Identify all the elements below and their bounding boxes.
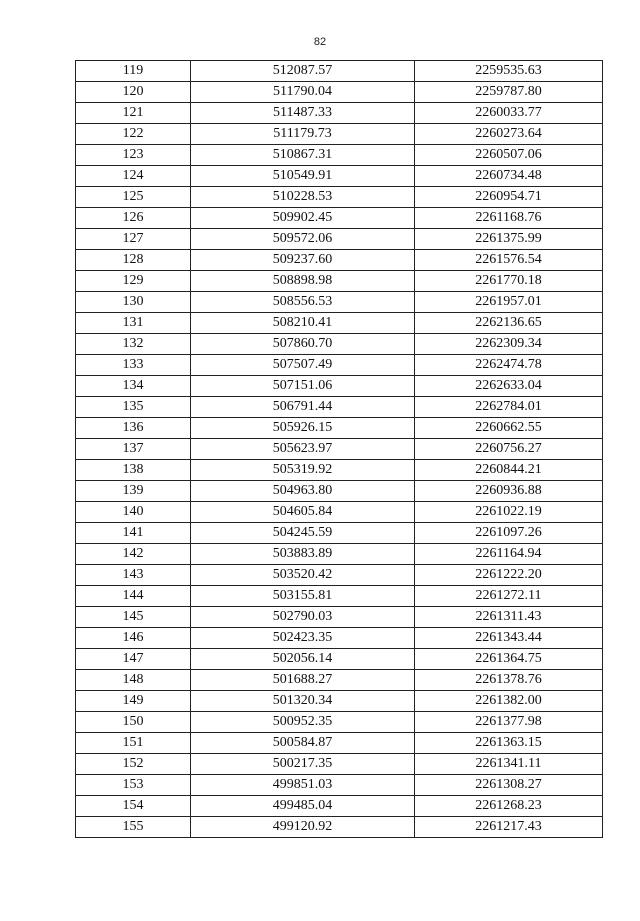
table-row xyxy=(76,418,603,439)
table-row xyxy=(76,124,603,145)
y-coordinate-cell: 2259787.80 xyxy=(415,82,603,103)
y-coordinate-cell: 2260936.88 xyxy=(415,481,603,502)
point-number-cell: 147 xyxy=(76,649,191,670)
x-coordinate-cell: 505926.15 xyxy=(191,418,415,439)
y-coordinate-cell: 2262309.34 xyxy=(415,334,603,355)
y-coordinate-cell: 2261770.18 xyxy=(415,271,603,292)
table-row xyxy=(76,166,603,187)
table-row xyxy=(76,586,603,607)
x-coordinate-cell: 502056.14 xyxy=(191,649,415,670)
coordinates-table xyxy=(75,60,603,838)
point-number-cell: 125 xyxy=(76,187,191,208)
y-coordinate-cell: 2261308.27 xyxy=(415,775,603,796)
x-coordinate-cell: 504245.59 xyxy=(191,523,415,544)
y-coordinate-cell: 2261576.54 xyxy=(415,250,603,271)
x-coordinate-cell: 500217.35 xyxy=(191,754,415,775)
point-number-cell: 136 xyxy=(76,418,191,439)
y-coordinate-cell: 2260954.71 xyxy=(415,187,603,208)
point-number-cell: 133 xyxy=(76,355,191,376)
table-row xyxy=(76,460,603,481)
point-number-cell: 146 xyxy=(76,628,191,649)
y-coordinate-cell: 2260273.64 xyxy=(415,124,603,145)
table-row xyxy=(76,754,603,775)
table-row xyxy=(76,523,603,544)
y-coordinate-cell: 2262784.01 xyxy=(415,397,603,418)
table-row xyxy=(76,145,603,166)
x-coordinate-cell: 499120.92 xyxy=(191,817,415,838)
y-coordinate-cell: 2261022.19 xyxy=(415,502,603,523)
x-coordinate-cell: 504963.80 xyxy=(191,481,415,502)
table-row xyxy=(76,481,603,502)
table-row xyxy=(76,334,603,355)
table-row xyxy=(76,733,603,754)
y-coordinate-cell: 2260033.77 xyxy=(415,103,603,124)
table-row xyxy=(76,544,603,565)
y-coordinate-cell: 2261222.20 xyxy=(415,565,603,586)
table-row xyxy=(76,292,603,313)
x-coordinate-cell: 507860.70 xyxy=(191,334,415,355)
x-coordinate-cell: 508898.98 xyxy=(191,271,415,292)
x-coordinate-cell: 501320.34 xyxy=(191,691,415,712)
point-number-cell: 139 xyxy=(76,481,191,502)
x-coordinate-cell: 500584.87 xyxy=(191,733,415,754)
table-row xyxy=(76,355,603,376)
x-coordinate-cell: 500952.35 xyxy=(191,712,415,733)
y-coordinate-cell: 2261341.11 xyxy=(415,754,603,775)
y-coordinate-cell: 2260662.55 xyxy=(415,418,603,439)
x-coordinate-cell: 503883.89 xyxy=(191,544,415,565)
point-number-cell: 143 xyxy=(76,565,191,586)
table-row xyxy=(76,103,603,124)
x-coordinate-cell: 504605.84 xyxy=(191,502,415,523)
x-coordinate-cell: 499851.03 xyxy=(191,775,415,796)
y-coordinate-cell: 2259535.63 xyxy=(415,61,603,82)
table-row xyxy=(76,397,603,418)
x-coordinate-cell: 507507.49 xyxy=(191,355,415,376)
point-number-cell: 140 xyxy=(76,502,191,523)
x-coordinate-cell: 507151.06 xyxy=(191,376,415,397)
point-number-cell: 127 xyxy=(76,229,191,250)
point-number-cell: 144 xyxy=(76,586,191,607)
x-coordinate-cell: 501688.27 xyxy=(191,670,415,691)
table-row xyxy=(76,187,603,208)
point-number-cell: 152 xyxy=(76,754,191,775)
table-row xyxy=(76,649,603,670)
page-number: 82 xyxy=(313,36,327,48)
point-number-cell: 121 xyxy=(76,103,191,124)
y-coordinate-cell: 2261343.44 xyxy=(415,628,603,649)
y-coordinate-cell: 2261363.15 xyxy=(415,733,603,754)
point-number-cell: 141 xyxy=(76,523,191,544)
x-coordinate-cell: 509572.06 xyxy=(191,229,415,250)
point-number-cell: 154 xyxy=(76,796,191,817)
x-coordinate-cell: 510228.53 xyxy=(191,187,415,208)
y-coordinate-cell: 2261382.00 xyxy=(415,691,603,712)
y-coordinate-cell: 2262136.65 xyxy=(415,313,603,334)
x-coordinate-cell: 509902.45 xyxy=(191,208,415,229)
point-number-cell: 142 xyxy=(76,544,191,565)
table-row xyxy=(76,691,603,712)
table-row xyxy=(76,61,603,82)
point-number-cell: 145 xyxy=(76,607,191,628)
point-number-cell: 151 xyxy=(76,733,191,754)
table-row xyxy=(76,607,603,628)
table-row xyxy=(76,208,603,229)
point-number-cell: 128 xyxy=(76,250,191,271)
table-row xyxy=(76,376,603,397)
y-coordinate-cell: 2261378.76 xyxy=(415,670,603,691)
table-row xyxy=(76,82,603,103)
point-number-cell: 122 xyxy=(76,124,191,145)
coordinates-table-body xyxy=(76,61,603,838)
point-number-cell: 150 xyxy=(76,712,191,733)
table-row xyxy=(76,250,603,271)
y-coordinate-cell: 2260756.27 xyxy=(415,439,603,460)
y-coordinate-cell: 2261957.01 xyxy=(415,292,603,313)
point-number-cell: 126 xyxy=(76,208,191,229)
table-row xyxy=(76,439,603,460)
point-number-cell: 131 xyxy=(76,313,191,334)
table-row xyxy=(76,565,603,586)
point-number-cell: 138 xyxy=(76,460,191,481)
y-coordinate-cell: 2261375.99 xyxy=(415,229,603,250)
y-coordinate-cell: 2261097.26 xyxy=(415,523,603,544)
table-row xyxy=(76,817,603,838)
point-number-cell: 132 xyxy=(76,334,191,355)
table-row xyxy=(76,796,603,817)
y-coordinate-cell: 2260507.06 xyxy=(415,145,603,166)
y-coordinate-cell: 2261217.43 xyxy=(415,817,603,838)
x-coordinate-cell: 512087.57 xyxy=(191,61,415,82)
x-coordinate-cell: 508210.41 xyxy=(191,313,415,334)
y-coordinate-cell: 2261311.43 xyxy=(415,607,603,628)
x-coordinate-cell: 503155.81 xyxy=(191,586,415,607)
x-coordinate-cell: 508556.53 xyxy=(191,292,415,313)
y-coordinate-cell: 2262633.04 xyxy=(415,376,603,397)
point-number-cell: 120 xyxy=(76,82,191,103)
table-row xyxy=(76,502,603,523)
x-coordinate-cell: 509237.60 xyxy=(191,250,415,271)
point-number-cell: 124 xyxy=(76,166,191,187)
x-coordinate-cell: 505319.92 xyxy=(191,460,415,481)
y-coordinate-cell: 2261268.23 xyxy=(415,796,603,817)
x-coordinate-cell: 505623.97 xyxy=(191,439,415,460)
table-row xyxy=(76,670,603,691)
table-row xyxy=(76,628,603,649)
x-coordinate-cell: 499485.04 xyxy=(191,796,415,817)
point-number-cell: 137 xyxy=(76,439,191,460)
x-coordinate-cell: 503520.42 xyxy=(191,565,415,586)
table-row xyxy=(76,775,603,796)
table-row xyxy=(76,313,603,334)
table-row xyxy=(76,229,603,250)
table-row xyxy=(76,712,603,733)
point-number-cell: 155 xyxy=(76,817,191,838)
x-coordinate-cell: 511487.33 xyxy=(191,103,415,124)
table-row xyxy=(76,271,603,292)
x-coordinate-cell: 510549.91 xyxy=(191,166,415,187)
x-coordinate-cell: 502423.35 xyxy=(191,628,415,649)
point-number-cell: 130 xyxy=(76,292,191,313)
y-coordinate-cell: 2261272.11 xyxy=(415,586,603,607)
x-coordinate-cell: 506791.44 xyxy=(191,397,415,418)
point-number-cell: 119 xyxy=(76,61,191,82)
y-coordinate-cell: 2261377.98 xyxy=(415,712,603,733)
point-number-cell: 135 xyxy=(76,397,191,418)
point-number-cell: 123 xyxy=(76,145,191,166)
x-coordinate-cell: 511179.73 xyxy=(191,124,415,145)
y-coordinate-cell: 2261168.76 xyxy=(415,208,603,229)
y-coordinate-cell: 2262474.78 xyxy=(415,355,603,376)
point-number-cell: 129 xyxy=(76,271,191,292)
x-coordinate-cell: 511790.04 xyxy=(191,82,415,103)
point-number-cell: 149 xyxy=(76,691,191,712)
point-number-cell: 153 xyxy=(76,775,191,796)
point-number-cell: 134 xyxy=(76,376,191,397)
y-coordinate-cell: 2260734.48 xyxy=(415,166,603,187)
y-coordinate-cell: 2261164.94 xyxy=(415,544,603,565)
y-coordinate-cell: 2260844.21 xyxy=(415,460,603,481)
x-coordinate-cell: 502790.03 xyxy=(191,607,415,628)
y-coordinate-cell: 2261364.75 xyxy=(415,649,603,670)
point-number-cell: 148 xyxy=(76,670,191,691)
x-coordinate-cell: 510867.31 xyxy=(191,145,415,166)
